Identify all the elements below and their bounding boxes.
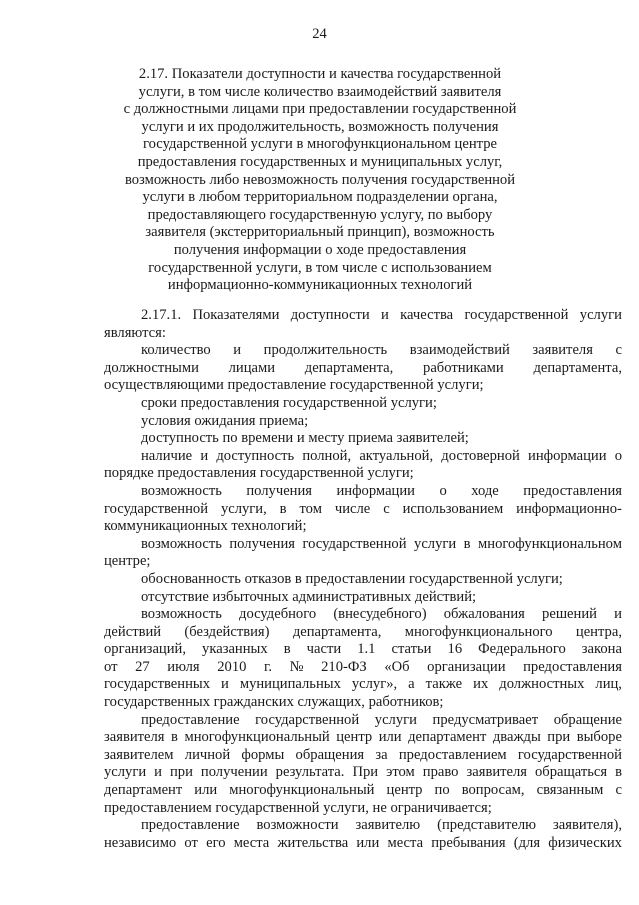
paragraph-line: сроки предоставления государственной услуги; [141,394,437,411]
heading-line: 2.17. Показатели доступности и качества государственной [138,66,502,82]
word: и [154,764,162,781]
word: в [279,500,287,517]
word: и [200,447,209,464]
word: государственных [104,676,211,693]
word: ходе [471,482,499,499]
word: и [221,676,229,693]
word: возможность [141,606,222,623]
word: Федерального [478,641,566,658]
paragraph-line: коммуникационных технологий; [104,518,307,535]
word: (внесудебного) [333,606,427,623]
word: департамент [408,729,487,746]
word: при [169,764,193,781]
paragraph-line [104,676,622,694]
section-heading [120,66,520,295]
word: возможности [256,817,339,834]
word: департамента, [304,359,394,376]
paragraph-line: осуществляющими предоставление государственной услуги; [104,377,484,394]
word: предоставлением [398,746,507,763]
word: формы [241,746,285,763]
word: указанных [202,641,268,658]
word: предоставление [141,817,240,834]
word: места [387,834,424,851]
word: работниками [423,359,504,376]
word: том [299,500,322,517]
paragraph-line: условия ожидания приема; [141,412,309,429]
word: физических [548,834,622,851]
heading-line: услуги и их продолжительность, возможность получения [141,118,499,135]
word: в [463,535,471,552]
word: статьи [391,641,432,658]
section-body [104,307,622,852]
word: июля [167,658,200,675]
heading-line: возможность либо невозможность получения государственной [124,171,516,188]
paragraph-line [104,764,622,782]
word: организаций, [104,641,186,658]
word: получения [246,482,313,499]
word: и [233,342,242,359]
word: многофункциональном [478,535,622,552]
word: и [614,606,622,623]
word: а [408,676,415,693]
word: использованием [402,500,504,517]
word: о [614,447,622,464]
word: муниципальных [239,676,341,693]
word: департамента, [533,359,622,376]
paragraph-line [104,782,622,800]
word: заявителем [104,746,174,763]
word: при [547,729,571,746]
word: заявителю [355,817,421,834]
paragraph-line [104,624,622,642]
word: «Об [384,658,410,675]
word: вопросам, [461,782,525,799]
word: с [615,782,622,799]
word: результата. [275,764,345,781]
word: должностных [499,676,585,693]
paragraph-line [104,835,622,853]
paragraph-line [104,307,622,325]
word: предусматривает [432,711,539,728]
word: При [352,764,379,781]
word: многофункциональный [184,729,330,746]
word: за [375,746,388,763]
word: 27 [135,658,150,675]
word: право [422,764,459,781]
word: в [283,641,291,658]
paragraph-line: предоставлением государственной услуги, не ограничивается; [104,799,492,816]
word: департамента, [292,623,382,640]
word: продолжительность [263,342,388,359]
word: услуг», [351,676,398,693]
word: достоверной [441,447,520,464]
word: по [434,782,450,799]
word: обращаться [535,764,608,781]
paragraph-line [104,641,622,659]
word: части [306,641,342,658]
word: получении [200,764,268,781]
paragraph-line [104,342,622,360]
word: в [171,729,178,746]
word: № [289,658,304,675]
word: заявителя [466,764,527,781]
heading-line: государственной услуги в многофункциональном центре [143,136,497,153]
paragraph-line [104,747,622,765]
word: заявителя), [552,817,622,834]
word: его [206,834,226,851]
heading-line: заявителя (экстерриториальный принцип), возможность [145,224,495,241]
word: числе [334,500,371,517]
word: государственной [255,711,360,728]
paragraph-line: обоснованность отказов в предоставлении государственной услуги; [141,570,563,587]
word: 2010 [217,658,247,675]
word: услуги, [220,500,267,517]
word: обращения [295,746,365,763]
word: качества [400,307,454,323]
word: центра, [575,623,622,640]
paragraph-line [104,501,622,519]
word: информационно- [516,500,622,517]
word: также [425,676,463,693]
word: услуги [104,764,147,781]
word: места [233,834,270,851]
word: 210-ФЗ [321,658,367,675]
paragraph-line [104,659,622,677]
word: многофункционального [404,623,553,640]
heading-line: услуги в любом территориальном подразделении органа, [142,189,498,206]
word: должностными [104,359,199,376]
word: Показателями [192,307,280,323]
word: г. [264,658,272,675]
word: дважды [492,729,541,746]
word: взаимодействий [409,342,510,359]
word: (представителю [437,817,537,834]
word: (для [513,834,541,851]
word: предоставление [141,711,240,728]
paragraph-line: доступность по времени и месту приема заявителей; [141,430,469,447]
word: предоставления [523,658,622,675]
word: доступности [290,307,370,323]
paragraph-line: государственных гражданских служащих, работников; [104,694,444,711]
word: услуги [414,535,457,552]
word: центр [336,729,373,746]
paragraph-line [104,729,622,747]
heading-line: услуги, в том числе количество взаимодействий заявителя [138,83,502,100]
page-number: 24 [312,26,327,42]
word: этом [386,764,415,781]
word: количество [141,342,211,359]
word: 1.1 [357,641,376,658]
word: информации [336,482,415,499]
word: 16 [447,641,463,658]
word: жительства [277,834,349,851]
heading-line: с должностными лицами при предоставлении государственной [123,101,517,118]
paragraph-line: порядке предоставления государственной услуги; [104,465,414,482]
word: от [104,658,118,675]
word: или [356,834,380,851]
word: связанным [536,782,604,799]
paragraph-line [104,712,622,730]
word: обращение [553,711,622,728]
word: организации [427,658,506,675]
word: заявителя [104,729,165,746]
word: с [383,500,390,517]
word: предоставления [523,482,622,499]
word: возможность [141,535,222,552]
word: многофункциональный [229,782,375,799]
word: (бездействия) [184,623,270,640]
word: услуги [374,711,417,728]
word: возможность [141,482,222,499]
word: государственной [464,307,569,323]
word: и [381,307,389,323]
heading-line: предоставления государственных и муниципальных услуг, [137,153,503,170]
heading-line: получения информации о ходе предоставления [173,241,467,258]
heading-line: государственной услуги, в том числе с использованием [148,259,492,276]
word: личной [184,746,231,763]
word: наличие [141,447,193,464]
word: лицами [228,359,276,376]
word: их [473,676,489,693]
heading-line: информационно-коммуникационных технологий [167,277,473,294]
word: центр [386,782,423,799]
word: информации [528,447,607,464]
word: заявителя [532,342,593,359]
word: лиц, [595,676,622,693]
word: полной, [302,447,352,464]
word: действий [104,623,162,640]
word: или [378,729,402,746]
word: или [194,782,218,799]
paragraph-line [104,483,622,501]
word: государственной [104,500,209,517]
word: пребывания [431,834,506,851]
paragraph-line [104,606,622,624]
word: выборе [576,729,622,746]
paragraph-line [104,448,622,466]
paragraph-line: являются: [104,324,166,341]
heading-line: предоставляющего государственную услугу, по выбору [147,206,493,223]
word: актуальной, [359,447,434,464]
paragraph-line: центре; [104,553,151,570]
word: государственной [517,746,622,763]
word: услуги [579,307,622,323]
word: департамент [104,782,183,799]
word: доступность [216,447,295,464]
word: государственной [302,535,407,552]
word: от [184,834,198,851]
word: независимо [104,834,177,851]
paragraph-line [104,536,622,554]
word: досудебного [239,606,317,623]
word: получения [229,535,296,552]
word: обжалования [443,606,525,623]
paragraph-line: отсутствие избыточных административных действий; [141,588,477,605]
paragraph-line [104,817,622,835]
word: в [615,764,622,781]
word: о [439,482,447,499]
word: 2.17.1. [141,307,182,323]
word: решений [542,606,597,623]
word: закона [581,641,622,658]
paragraph-line [104,360,622,378]
word: с [615,342,622,359]
